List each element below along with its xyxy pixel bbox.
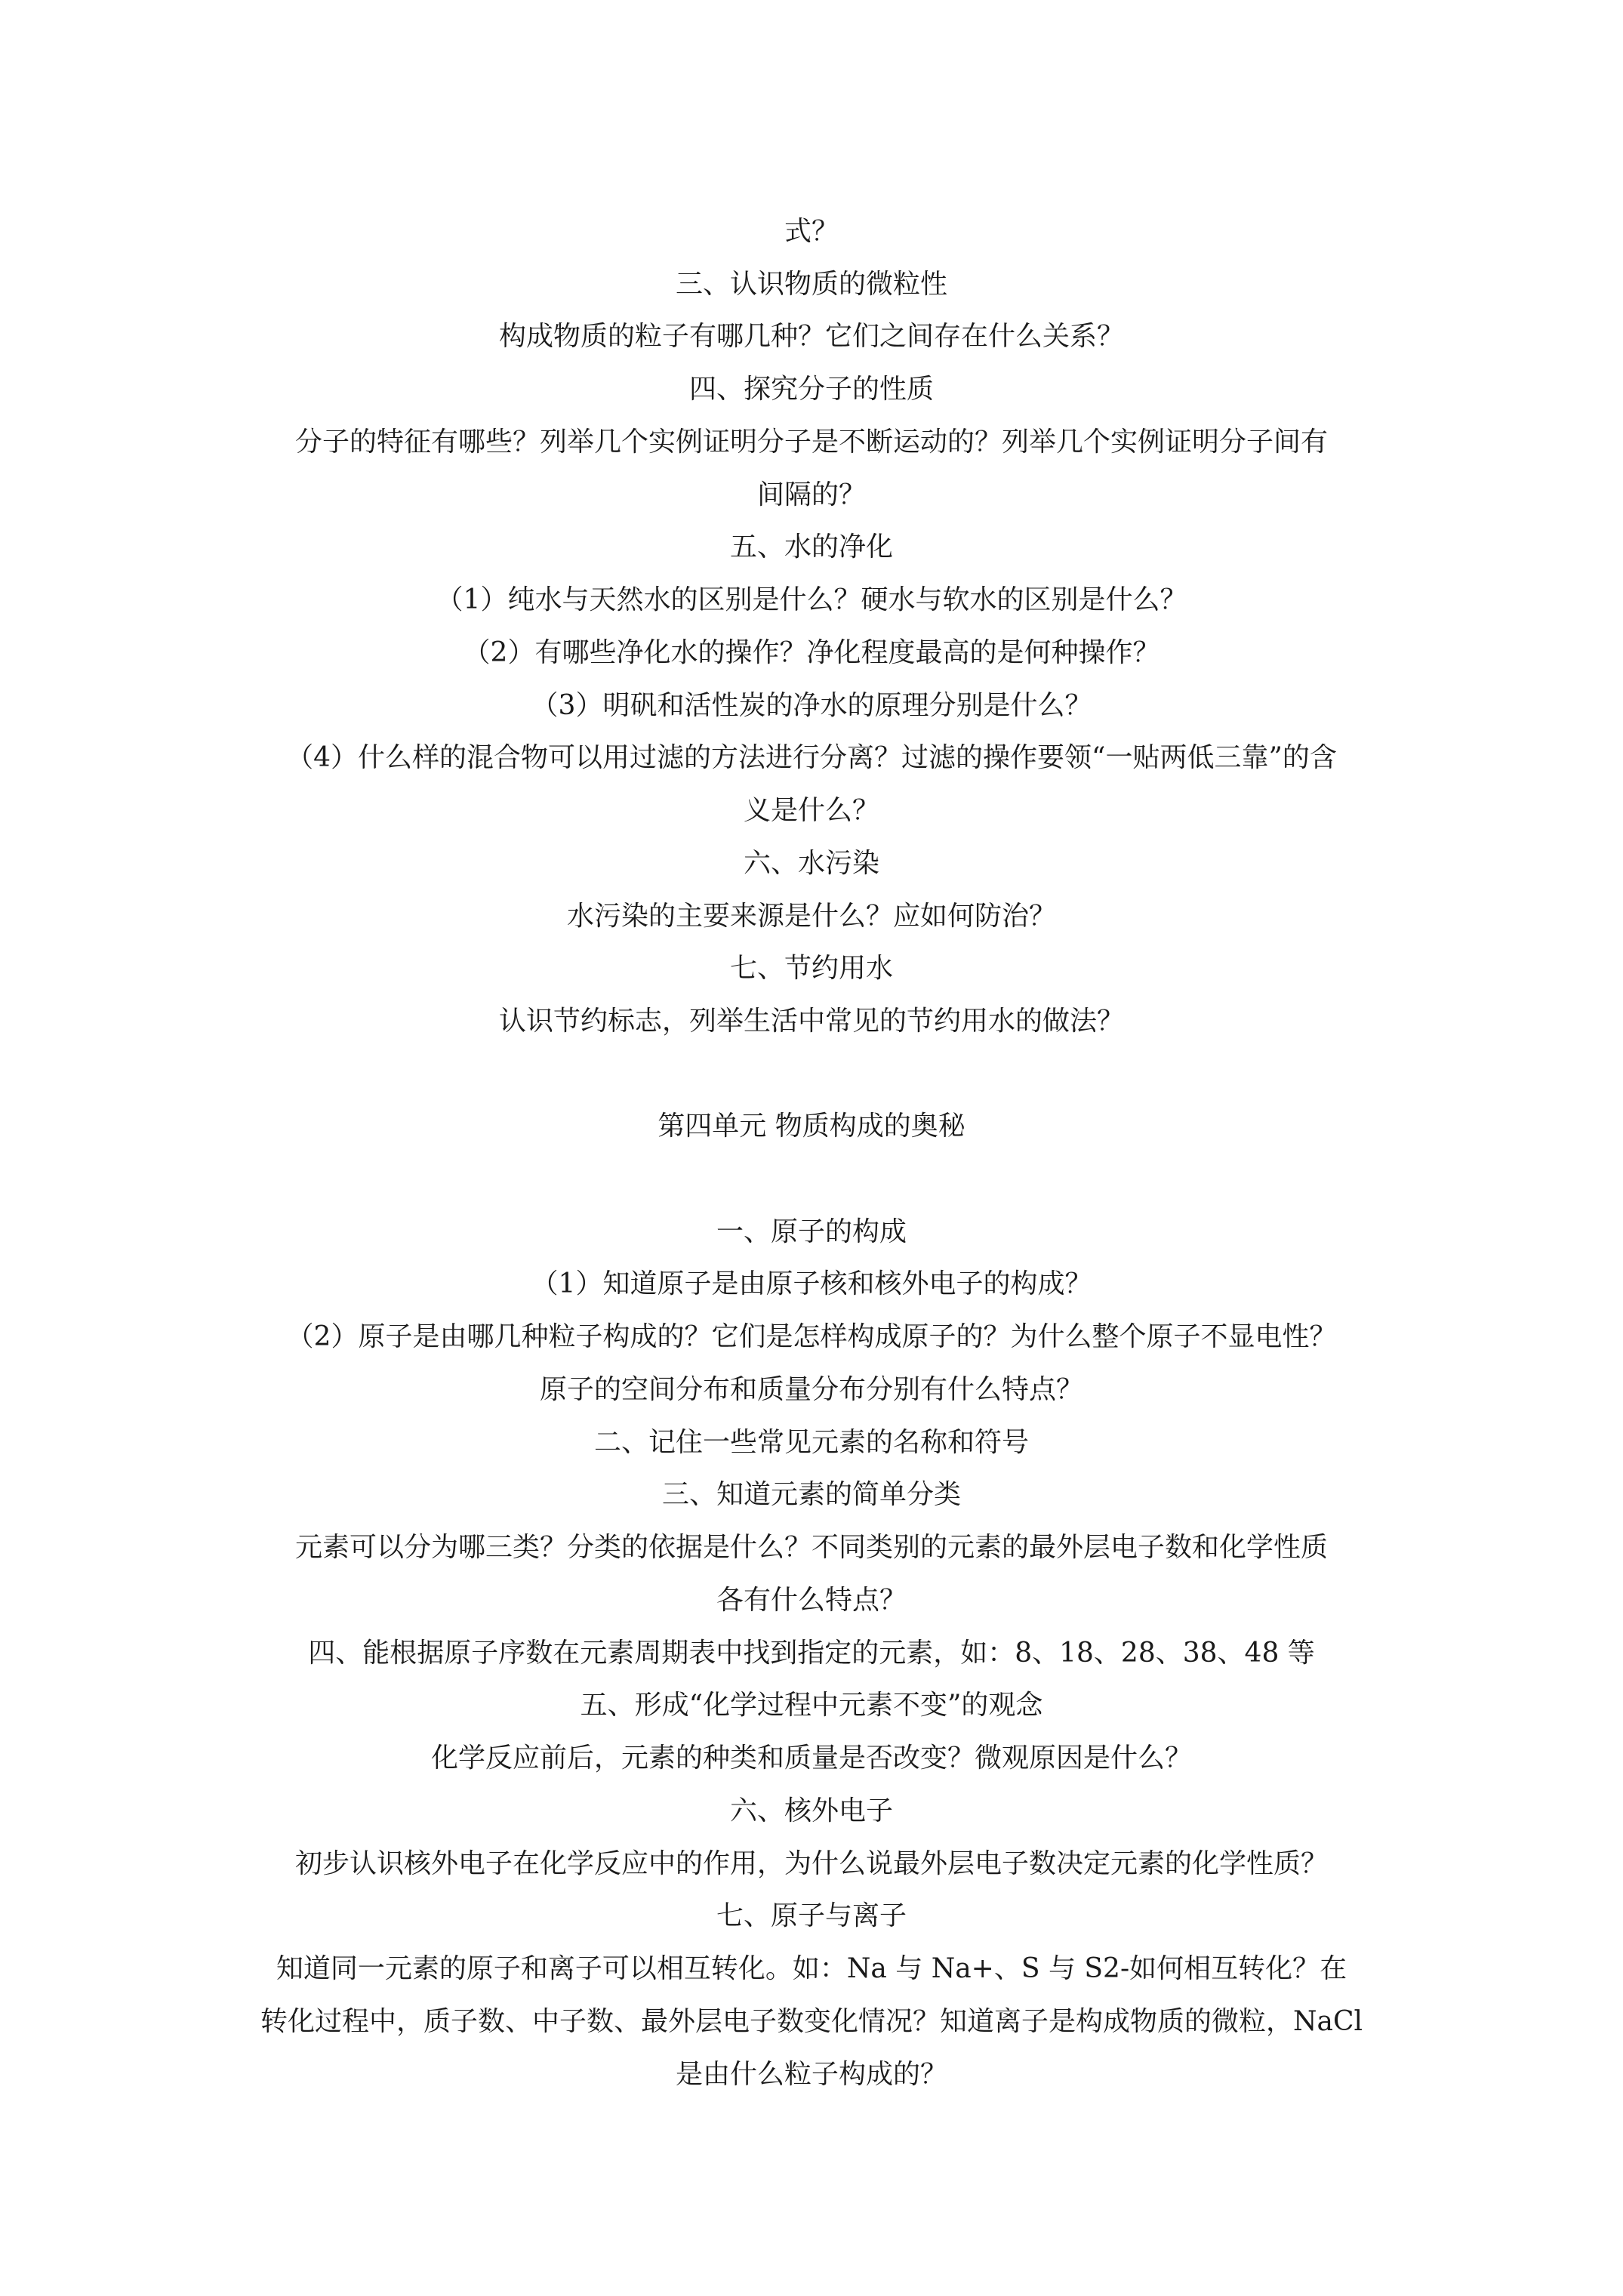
unit-title: 第四单元 物质构成的奥秘 bbox=[658, 1111, 965, 1142]
text-line: 义是什么？ bbox=[743, 795, 879, 826]
text-line: 间隔的？ bbox=[756, 479, 866, 510]
section-heading: 七、原子与离子 bbox=[716, 1900, 907, 1931]
text-line: （2）有哪些净化水的操作？净化程度最高的是何种操作？ bbox=[463, 637, 1160, 668]
text-line: 初步认识核外电子在化学反应中的作用，为什么说最外层电子数决定元素的化学性质？ bbox=[294, 1848, 1328, 1879]
section-heading: 六、核外电子 bbox=[729, 1795, 893, 1826]
section-heading: 五、水的净化 bbox=[729, 532, 893, 562]
text-line: 元素可以分为哪三类？分类的依据是什么？不同类别的元素的最外层电子数和化学性质 bbox=[294, 1532, 1328, 1563]
text-line: 原子的空间分布和质量分布分别有什么特点？ bbox=[539, 1374, 1083, 1405]
section-heading: 三、知道元素的简单分类 bbox=[661, 1479, 961, 1510]
section-heading: 六、水污染 bbox=[743, 848, 879, 879]
text-line: 认识节约标志，列举生活中常见的节约用水的做法？ bbox=[498, 1006, 1124, 1037]
text-line: 是由什么粒子构成的？ bbox=[675, 2059, 947, 2090]
section-heading: 五、形成“化学过程中元素不变”的观念 bbox=[580, 1690, 1043, 1721]
text-line: （1）知道原子是由原子核和核外电子的构成？ bbox=[531, 1268, 1092, 1299]
section-heading: 四、探究分子的性质 bbox=[688, 374, 934, 405]
text-line: 知道同一元素的原子和离子可以相互转化。如：Na 与 Na+、S 与 S2-如何相互转化？在 bbox=[276, 1953, 1347, 1984]
text-line: （2）原子是由哪几种粒子构成的？它们是怎样构成原子的？为什么整个原子不显电性？ bbox=[286, 1321, 1337, 1352]
text-line: 转化过程中，质子数、中子数、最外层电子数变化情况？知道离子是构成物质的微粒，NaCl bbox=[260, 2006, 1363, 2037]
text-line: 式？ bbox=[784, 216, 839, 247]
section-heading: 三、认识物质的微粒性 bbox=[675, 269, 947, 300]
text-line: 各有什么特点？ bbox=[716, 1585, 907, 1616]
text-line: 水污染的主要来源是什么？应如何防治？ bbox=[566, 901, 1056, 932]
text-line: （1）纯水与天然水的区别是什么？硬水与软水的区别是什么？ bbox=[436, 584, 1187, 615]
text-line: 化学反应前后，元素的种类和质量是否改变？微观原因是什么？ bbox=[430, 1743, 1192, 1774]
text-line: 构成物质的粒子有哪几种？它们之间存在什么关系？ bbox=[498, 321, 1124, 352]
text-line: （4）什么样的混合物可以用过滤的方法进行分离？过滤的操作要领“一贴两低三靠”的含 bbox=[286, 742, 1337, 773]
text-line: （3）明矾和活性炭的净水的原理分别是什么？ bbox=[531, 690, 1092, 721]
section-heading: 一、原子的构成 bbox=[716, 1216, 907, 1247]
text-line: 分子的特征有哪些？列举几个实例证明分子是不断运动的？列举几个实例证明分子间有 bbox=[294, 427, 1328, 458]
section-heading: 七、节约用水 bbox=[729, 953, 893, 984]
section-heading: 二、记住一些常见元素的名称和符号 bbox=[593, 1427, 1029, 1458]
section-heading: 四、能根据原子序数在元素周期表中找到指定的元素，如：8、18、28、38、48 等 bbox=[308, 1638, 1315, 1669]
